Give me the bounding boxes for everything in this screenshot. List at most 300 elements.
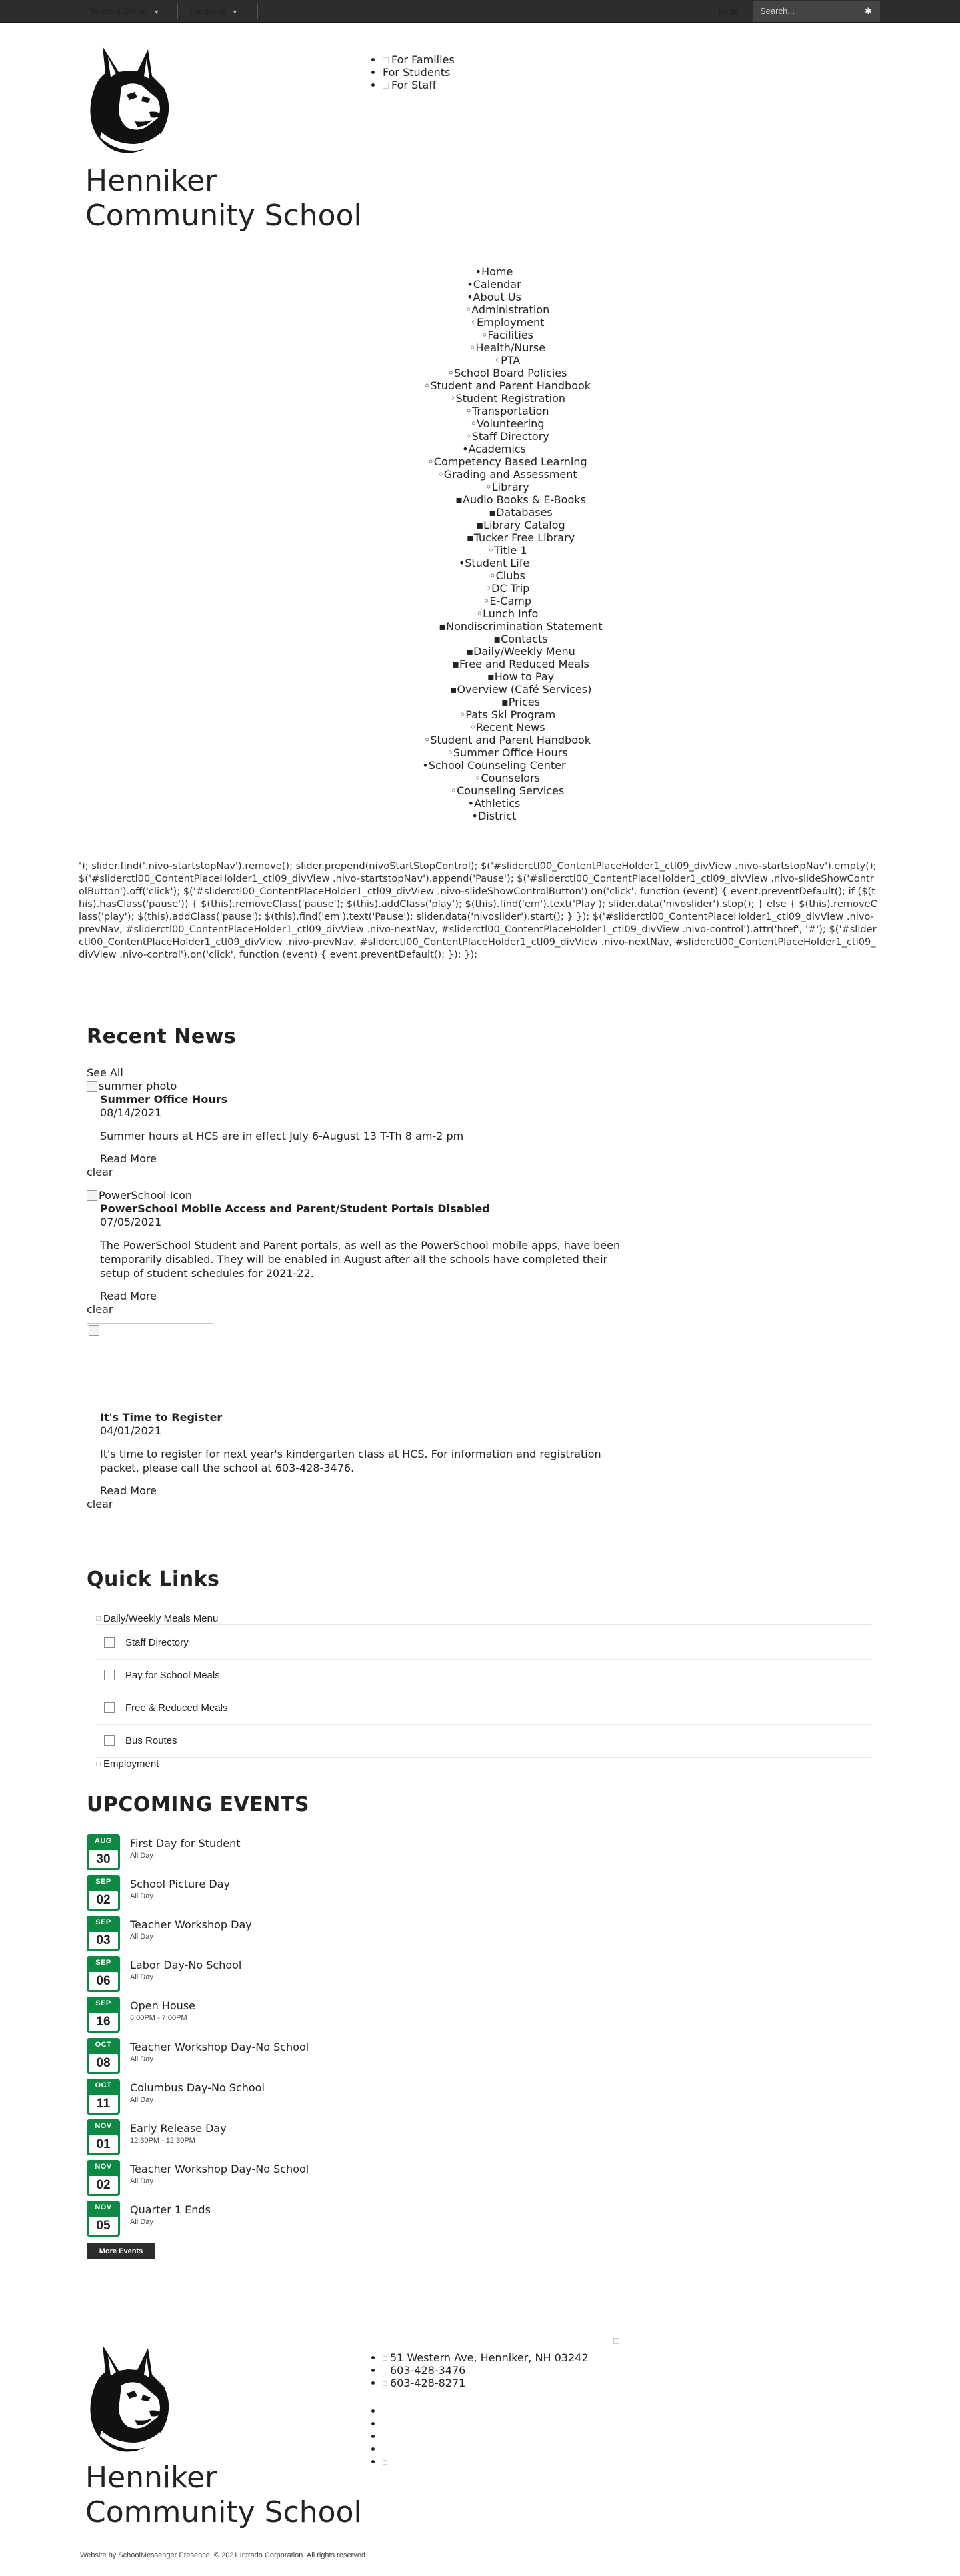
- calendar-date-badge: [87, 1997, 120, 2033]
- nav-subitem[interactable]: [397, 582, 617, 595]
- event-day: 02: [89, 1891, 118, 1909]
- nav-subitem[interactable]: [397, 303, 617, 316]
- bullet: [467, 278, 473, 291]
- nav-subitem[interactable]: [424, 658, 617, 670]
- event-title[interactable]: Teacher Workshop Day: [130, 1918, 252, 1932]
- phone-text: 603-428-3476: [390, 2364, 466, 2377]
- select-school-label: Select a School: [89, 6, 150, 16]
- event-title[interactable]: Teacher Workshop Day-No School: [130, 2040, 309, 2053]
- nav-subitem[interactable]: [397, 784, 617, 797]
- about-submenu: [371, 303, 617, 443]
- bullet: [475, 265, 481, 278]
- broken-image-icon: [87, 1190, 97, 1201]
- nav-item-student-life[interactable]: [371, 557, 617, 569]
- clear-text: clear: [87, 1166, 113, 1178]
- address-text: 51 Western Ave, Henniker, NH 03242: [390, 2351, 589, 2364]
- nav-label: Clubs: [495, 569, 525, 582]
- read-more-link[interactable]: Read More: [100, 1152, 157, 1165]
- nav-label: Volunteering: [476, 417, 545, 430]
- nav-label: Free and Reduced Meals: [459, 658, 589, 670]
- nav-label: Student Life: [465, 557, 530, 569]
- payment-icon: [104, 1670, 115, 1680]
- event-day: 05: [89, 2217, 118, 2235]
- nav-subitem[interactable]: [397, 392, 617, 405]
- bullet: [459, 557, 465, 569]
- footer-fax[interactable]: [383, 2377, 589, 2389]
- nav-label: District: [477, 810, 517, 822]
- news-date: 04/01/2021: [100, 1424, 162, 1437]
- nav-label: Facilities: [487, 329, 533, 341]
- quick-link-free-reduced[interactable]: [96, 1692, 871, 1725]
- bullet: [469, 721, 475, 734]
- event-time: All Day: [130, 1973, 153, 1982]
- bullet: [501, 696, 509, 708]
- footer-phone[interactable]: [383, 2364, 589, 2377]
- bullet: [422, 759, 428, 772]
- nav-subitem[interactable]: [397, 746, 617, 759]
- bullet: [475, 772, 481, 784]
- nav-label: PTA: [501, 354, 521, 367]
- news-item: [87, 1323, 633, 1511]
- event-item[interactable]: [87, 1916, 487, 1953]
- nav-label: How to Pay: [494, 670, 555, 683]
- nav-item-district[interactable]: [371, 810, 617, 822]
- event-month: NOV: [95, 2162, 112, 2171]
- news-item: [87, 1080, 633, 1179]
- nav-label: Counseling Services: [457, 784, 565, 797]
- social-icon: [383, 2460, 387, 2465]
- event-month: OCT: [95, 2081, 112, 2089]
- bullet: [424, 379, 430, 392]
- broken-image-icon: [87, 1081, 97, 1092]
- nav-label: Summer Office Hours: [453, 746, 568, 759]
- social-link[interactable]: [383, 2430, 390, 2443]
- chevron-down-icon: ▼: [231, 9, 238, 15]
- quick-links-heading: Quick Links: [87, 1568, 220, 1591]
- event-month: SEP: [95, 1959, 111, 1967]
- audience-link-families[interactable]: [383, 53, 455, 66]
- raw-script-text: '); slider.find('.nivo-startstopNav').remove(); slider.prepend(nivoStartStopControl); $('#sliderctl00_ContentPlaceHolder1_ctl09_divView .nivo-startstopNav').empty(); $('#sliderctl00_ContentPlaceHolder1_ctl09_divView .nivo-startstopNav').append('Pause'); $('#sliderctl00_ContentPlaceHolder1_ctl09_divView .nivo-slideShowControlButton').off('click'); $('#sliderctl00_ContentPlaceHolder1_ctl09_divView .nivo-slideShowControlButton').on('click', function (event) { event.preventDefault(); if ($(this).hasClass('pause')) { $(this).removeClass('pause'); $(this).addClass('play'); $(this).find('em').text('Play'); slider.data('nivoslider').stop(); } else { $(this).removeClass('play'); $(this).addClass('pause'); $(this).find('em').text('Pause'); slider.data('nivoslider').start(); } }); $('#sliderctl00_ContentPlaceHolder1_ctl09_divView .nivo-prevNav, #sliderctl00_ContentPlaceHolder1_ctl09_divView .nivo-nextNav, #sliderctl00_ContentPlaceHolder1_ctl09_divView .nivo-control').attr('href', '#'); $('#sliderctl00_ContentPlaceHolder1_ctl09_divView .nivo-prevNav, #sliderctl00_ContentPlaceHolder1_ctl09_divView .nivo-nextNav, #sliderctl00_ContentPlaceHolder1_ctl09_divView .nivo-control').on('click', function (event) { event.preventDefault(); }); });: [79, 860, 877, 960]
- library-submenu: [371, 493, 617, 544]
- news-summary: The PowerSchool Student and Parent portals, as well as the PowerSchool mobile apps, have been temporarily disabled. They will be enabled in August after all the schools have completed their setup of student schedules for 2021-22.: [100, 1239, 621, 1280]
- nav-label: E-Camp: [489, 595, 532, 607]
- select-school-dropdown[interactable]: [80, 0, 169, 23]
- nav-item-title-1[interactable]: [371, 544, 617, 557]
- nav-subitem[interactable]: [397, 417, 617, 430]
- news-date: 08/14/2021: [100, 1106, 162, 1119]
- nav-label: Contacts: [501, 633, 548, 645]
- quick-link-pay-meals[interactable]: [96, 1660, 871, 1692]
- nav-subitem[interactable]: [424, 519, 617, 531]
- quick-link-staff-directory[interactable]: [96, 1627, 871, 1660]
- academics-submenu: [371, 455, 617, 493]
- map-pin-icon: [383, 2356, 387, 2361]
- nav-label: School Counseling Center: [428, 759, 566, 772]
- event-time: All Day: [130, 1933, 153, 1941]
- nav-subitem[interactable]: [397, 455, 617, 468]
- event-item[interactable]: [87, 2160, 487, 2197]
- event-item[interactable]: [87, 1875, 487, 1912]
- bullet: [493, 633, 501, 645]
- nav-label: Pats Ski Program: [465, 708, 556, 721]
- social-link[interactable]: [383, 2417, 390, 2430]
- audience-nav: [371, 53, 455, 91]
- copyright: Website by SchoolMessenger Presence. © 2021 Intrado Corporation. All rights reserved.: [80, 2551, 368, 2559]
- nav-label: About Us: [473, 291, 521, 303]
- event-title[interactable]: First Day for Student: [130, 1837, 241, 1850]
- event-day: 03: [89, 1932, 118, 1949]
- event-month: SEP: [95, 1918, 111, 1927]
- bullet: [471, 316, 477, 329]
- news-list: [87, 1066, 633, 1511]
- nav-label: Tucker Free Library: [473, 531, 575, 544]
- news-title[interactable]: It's Time to Register: [100, 1411, 223, 1424]
- nav-subitem[interactable]: [397, 721, 617, 734]
- nav-subitem[interactable]: [397, 367, 617, 379]
- event-day: 01: [89, 2135, 118, 2153]
- lunch-submenu: [371, 620, 617, 708]
- nav-subitem[interactable]: [424, 620, 617, 633]
- nav-label: Administration: [471, 303, 550, 316]
- calendar-date-badge: [87, 2079, 120, 2115]
- audience-label: For Families: [391, 53, 455, 66]
- husky-logo-footer[interactable]: [88, 2343, 177, 2455]
- divider: [177, 4, 178, 19]
- husky-logo[interactable]: [88, 44, 177, 156]
- nav-label: Calendar: [473, 278, 521, 291]
- news-image[interactable]: [87, 1080, 633, 1093]
- nav-subitem[interactable]: [397, 316, 617, 329]
- event-day: 06: [89, 1972, 118, 1990]
- calendar-date-badge: [87, 2038, 120, 2074]
- calendar-date-badge: [87, 1834, 120, 1870]
- nav-subitem[interactable]: [397, 468, 617, 481]
- student-life-submenu: [371, 569, 617, 620]
- families-icon: [383, 57, 389, 63]
- menu-icon: [96, 1616, 101, 1621]
- event-time: 6:00PM - 7:00PM: [130, 2014, 187, 2023]
- nav-label: Recent News: [475, 721, 545, 734]
- staff-icon: [383, 83, 389, 89]
- nav-subitem[interactable]: [424, 683, 617, 696]
- read-more-link[interactable]: Read More: [100, 1484, 157, 1497]
- news-date: 07/05/2021: [100, 1216, 162, 1228]
- event-item[interactable]: [87, 2119, 487, 2157]
- bullet: [450, 683, 457, 696]
- bullet: [462, 443, 468, 455]
- fax-icon: [383, 2381, 387, 2386]
- school-name-line2: Community School: [85, 199, 362, 233]
- nav-subitem[interactable]: [397, 481, 617, 493]
- event-title[interactable]: Teacher Workshop Day-No School: [130, 2162, 309, 2175]
- news-item: [87, 1189, 633, 1316]
- quick-link-meals-menu[interactable]: [96, 1613, 871, 1624]
- event-item[interactable]: [87, 2079, 487, 2116]
- nav-subitem[interactable]: [397, 405, 617, 417]
- quick-link-label: Staff Directory: [125, 1637, 189, 1648]
- nav-label: Counselors: [481, 772, 540, 784]
- calendar-date-badge: [87, 1916, 120, 1951]
- nav-label: Databases: [496, 506, 553, 519]
- quick-link-employment[interactable]: [96, 1758, 871, 1770]
- nav-item-academics[interactable]: [371, 443, 617, 455]
- nav-label: Overview (Café Services): [457, 683, 592, 696]
- event-day: 30: [89, 1850, 118, 1868]
- bullet: [465, 303, 471, 316]
- counseling-submenu: [371, 772, 617, 797]
- social-link[interactable]: [383, 2455, 390, 2468]
- footer-school-name[interactable]: [85, 2461, 362, 2530]
- event-month: NOV: [95, 2121, 112, 2130]
- broken-image-icon: [89, 1325, 99, 1336]
- language-label: Language: [189, 6, 228, 16]
- event-time: All Day: [130, 2095, 153, 2104]
- event-title[interactable]: Quarter 1 Ends: [130, 2203, 211, 2216]
- calendar-date-badge: [87, 2160, 120, 2196]
- directory-icon: [104, 1637, 115, 1648]
- quick-link-label: Employment: [103, 1758, 159, 1770]
- nav-label: Daily/Weekly Menu: [473, 645, 575, 658]
- nav-subitem[interactable]: [397, 341, 617, 354]
- fax-text: 603-428-8271: [390, 2377, 466, 2389]
- nav-subitem[interactable]: [397, 772, 617, 784]
- news-title[interactable]: PowerSchool Mobile Access and Parent/Student Portals Disabled: [100, 1202, 490, 1215]
- bullet: [495, 354, 501, 367]
- nav-subitem[interactable]: [424, 696, 617, 708]
- school-name-line1: Henniker: [85, 2461, 217, 2495]
- bullet: [466, 645, 473, 658]
- login-link[interactable]: Login: [719, 6, 740, 16]
- bullet: [477, 607, 483, 620]
- quick-link-label: Daily/Weekly Meals Menu: [103, 1613, 219, 1624]
- calendar-date-badge: [87, 2201, 120, 2237]
- school-name-line2: Community School: [85, 2495, 362, 2529]
- bullet: [467, 291, 473, 303]
- bullet: [451, 784, 457, 797]
- nav-label: DC Trip: [491, 582, 530, 595]
- quick-link-label: Pay for School Meals: [125, 1670, 220, 1681]
- bullet: [468, 797, 474, 810]
- event-day: 08: [89, 2054, 118, 2072]
- event-time: All Day: [130, 2177, 153, 2185]
- upcoming-events-heading: UPCOMING EVENTS: [87, 1793, 309, 1816]
- nav-subitem[interactable]: [424, 506, 617, 519]
- event-day: 02: [89, 2176, 118, 2194]
- nav-label: Title 1: [493, 544, 527, 557]
- event-item[interactable]: [87, 1956, 487, 1993]
- event-month: NOV: [95, 2203, 112, 2211]
- quick-link-label: Free & Reduced Meals: [125, 1702, 228, 1714]
- event-day: 16: [89, 2013, 118, 2031]
- meals-icon: [104, 1702, 115, 1713]
- school-name-line1: Henniker: [85, 164, 217, 198]
- news-image[interactable]: [87, 1189, 633, 1202]
- scroll-top-icon[interactable]: [613, 2338, 619, 2344]
- event-item[interactable]: [87, 2038, 487, 2075]
- bullet: [448, 367, 454, 379]
- bullet: [489, 506, 496, 519]
- nav-subitem[interactable]: [397, 734, 617, 746]
- nav-label: Library Catalog: [483, 519, 565, 531]
- bullet: [452, 658, 459, 670]
- nav-subitem[interactable]: [397, 595, 617, 607]
- nav-item-calendar[interactable]: [371, 278, 617, 291]
- nav-label: Prices: [508, 696, 541, 708]
- see-all-link[interactable]: See All: [87, 1066, 123, 1079]
- nav-label: Student and Parent Handbook: [430, 734, 591, 746]
- event-month: SEP: [95, 1999, 111, 2008]
- nav-subitem[interactable]: [424, 645, 617, 658]
- more-events-button[interactable]: More Events: [87, 2243, 155, 2259]
- event-title[interactable]: School Picture Day: [130, 1878, 230, 1891]
- bullet: [487, 670, 495, 683]
- nav-subitem[interactable]: [424, 493, 617, 506]
- social-link[interactable]: [383, 2443, 390, 2455]
- nav-label: Health/Nurse: [475, 341, 546, 354]
- event-title[interactable]: Labor Day-No School: [130, 1959, 242, 1972]
- news-image[interactable]: [87, 1323, 213, 1408]
- event-title[interactable]: Columbus Day-No School: [130, 2081, 265, 2094]
- nav-label: Athletics: [474, 797, 521, 810]
- audience-label: For Staff: [391, 79, 437, 91]
- nav-subitem[interactable]: [424, 670, 617, 683]
- bullet: [459, 708, 465, 721]
- bus-icon: [104, 1735, 115, 1746]
- event-time: All Day: [130, 1852, 153, 1860]
- nav-label: Student and Parent Handbook: [430, 379, 591, 392]
- nav-subitem[interactable]: [397, 607, 617, 620]
- search-placeholder: Search...: [760, 6, 795, 16]
- nav-label: Audio Books & E-Books: [463, 493, 586, 506]
- quick-link-bus-routes[interactable]: [96, 1725, 871, 1758]
- event-item[interactable]: [87, 1997, 487, 2034]
- bullet: [439, 620, 446, 633]
- nav-label: Employment: [477, 316, 545, 329]
- nav-subitem[interactable]: [397, 569, 617, 582]
- event-item[interactable]: [87, 1834, 487, 1872]
- event-time: All Day: [130, 2055, 153, 2063]
- bullet: [483, 595, 489, 607]
- search-icon[interactable]: ✱: [865, 6, 872, 16]
- audience-link-students[interactable]: [383, 66, 455, 79]
- image-alt-text: PowerSchool Icon: [99, 1189, 193, 1202]
- divider: [96, 1624, 871, 1625]
- nav-label: Academics: [468, 443, 526, 455]
- nav-label: Competency Based Learning: [433, 455, 587, 468]
- nav-subitem[interactable]: [397, 329, 617, 341]
- news-title[interactable]: Summer Office Hours: [100, 1093, 228, 1106]
- news-summary: Summer hours at HCS are in effect July 6-August 13 T-Th 8 am-2 pm: [100, 1130, 464, 1142]
- chevron-down-icon: ▼: [153, 9, 160, 15]
- nav-subitem[interactable]: [397, 379, 617, 392]
- event-month: OCT: [95, 2040, 112, 2049]
- nav-subitem[interactable]: [397, 708, 617, 721]
- phone-icon: [383, 2369, 387, 2373]
- nav-subitem[interactable]: [424, 531, 617, 544]
- calendar-date-badge: [87, 1875, 120, 1911]
- student-life-submenu-more: [371, 708, 617, 759]
- nav-label: Student Registration: [455, 392, 565, 405]
- footer-address[interactable]: [383, 2351, 589, 2364]
- event-title[interactable]: Early Release Day: [130, 2121, 227, 2135]
- event-month: SEP: [95, 1878, 111, 1886]
- event-month: AUG: [95, 1837, 112, 1845]
- nav-label: Lunch Info: [483, 607, 539, 620]
- nav-label: Staff Directory: [471, 430, 549, 443]
- bullet: [488, 544, 494, 557]
- bullet: [485, 481, 491, 493]
- main-nav: [371, 265, 617, 822]
- bullet: [481, 329, 487, 341]
- nav-item-about-us[interactable]: [371, 291, 617, 303]
- clear-text: clear: [87, 1498, 113, 1510]
- nav-label: Grading and Assessment: [443, 468, 577, 481]
- audience-label: For Students: [383, 66, 451, 79]
- social-link[interactable]: [383, 2405, 390, 2417]
- nav-item-counseling[interactable]: [371, 759, 617, 772]
- utility-bar: [0, 0, 960, 23]
- nav-label: Home: [481, 265, 513, 278]
- bullet: [427, 455, 433, 468]
- bullet: [447, 746, 453, 759]
- event-time: All Day: [130, 2217, 153, 2226]
- news-summary: It's time to register for next year's kindergarten class at HCS. For information and registration packet, please call the school at 603-428-3476.: [100, 1448, 601, 1474]
- nav-label: Nondiscrimination Statement: [446, 620, 603, 633]
- nav-label: Library: [491, 481, 529, 493]
- nav-label: School Board Policies: [453, 367, 567, 379]
- bullet: [489, 569, 495, 582]
- bullet: [485, 582, 491, 595]
- event-day: 11: [89, 2095, 118, 2113]
- nav-subitem[interactable]: [397, 430, 617, 443]
- calendar-date-badge: [87, 2119, 120, 2155]
- quick-link-label: Bus Routes: [125, 1735, 177, 1746]
- footer-social: [371, 2405, 390, 2468]
- nav-item-home[interactable]: [371, 265, 617, 278]
- event-item[interactable]: [87, 2201, 487, 2238]
- read-more-link[interactable]: Read More: [100, 1290, 157, 1302]
- bullet: [455, 493, 463, 506]
- nav-subitem[interactable]: [397, 354, 617, 367]
- bullet: [466, 405, 472, 417]
- bullet: [476, 519, 483, 531]
- clear-text: clear: [87, 1303, 113, 1316]
- bullet: [471, 417, 477, 430]
- nav-item-athletics[interactable]: [371, 797, 617, 810]
- bullet: [424, 734, 430, 746]
- nav-label: Transportation: [471, 405, 549, 417]
- footer-contact: [371, 2351, 589, 2389]
- event-title[interactable]: Open House: [130, 1999, 195, 2013]
- school-name[interactable]: [85, 164, 362, 233]
- bullet: [467, 531, 474, 544]
- language-dropdown[interactable]: [180, 0, 247, 23]
- divider: [257, 4, 258, 19]
- calendar-date-badge: [87, 1956, 120, 1992]
- employment-icon: [96, 1762, 101, 1766]
- bullet: [437, 468, 443, 481]
- audience-link-staff[interactable]: [383, 79, 455, 91]
- image-alt-text: summer photo: [99, 1080, 177, 1092]
- event-time: 12:30PM - 12:30PM: [130, 2136, 195, 2145]
- search-input[interactable]: [753, 1, 880, 22]
- event-time: All Day: [130, 1892, 153, 1901]
- recent-news-heading: Recent News: [87, 1025, 237, 1048]
- bullet: [465, 430, 471, 443]
- bullet: [469, 341, 475, 354]
- nav-subitem[interactable]: [424, 633, 617, 645]
- bullet: [472, 810, 478, 822]
